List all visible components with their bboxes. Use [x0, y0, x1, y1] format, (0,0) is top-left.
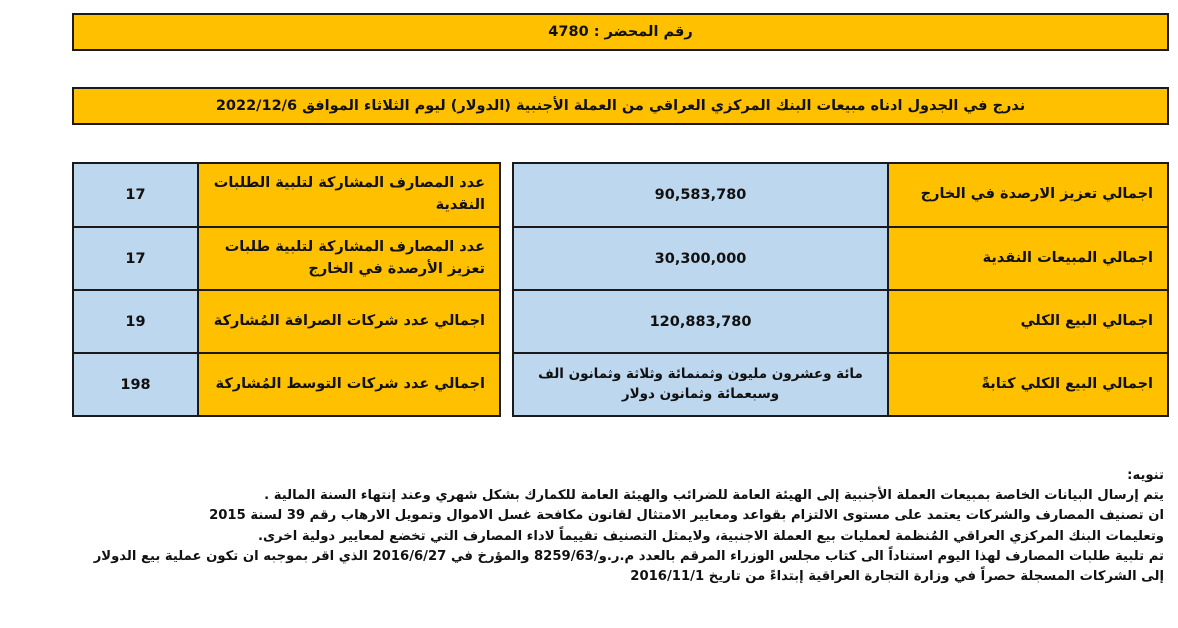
subtitle-text: ندرج في الجدول ادناه مبيعات البنك المركزي العراقي من العملة الأجنبية (الدولار) ليوم الثلاثاء الموافق 2022/12/6	[215, 98, 1026, 114]
sales-value-cell	[512, 289, 889, 354]
subtitle-bar	[72, 87, 1169, 125]
participants-value-cell	[72, 352, 199, 417]
sales-label-cell	[887, 226, 1169, 291]
sales-value-words: مائة وعشرون مليون وثمنمائة وثلاثة وثمانون الف وسبعمائة وثمانون دولار	[538, 365, 863, 402]
sales-label: اجمالي البيع الكلي	[1020, 312, 1153, 329]
participants-label-cell	[197, 226, 501, 291]
notes-line: ان تصنيف المصارف والشركات يعتمد على مستوى الالتزام بقواعد ومعايير الامتثال لقانون مكافحة غسل الاموال وتمويل الارهاب رقم 39 لسنة 2015	[209, 508, 1164, 524]
minutes-number-bar	[72, 13, 1169, 51]
notes-section	[14, 466, 1164, 587]
participants-label-cell	[197, 289, 501, 354]
notes-line: وتعليمات البنك المركزي العراقي المُنظمة لعمليات بيع العملة الاجنبية، ولايمثل التصنيف تقييماً لاداء المصارف التي تخضع لمعايير دولية اخرى.	[257, 528, 1164, 544]
participants-label-cell	[197, 352, 501, 417]
sales-value: 30,300,000	[654, 250, 747, 267]
participants-value: 17	[125, 250, 146, 267]
sales-value-cell	[512, 226, 889, 291]
sales-label: اجمالي المبيعات النقدية	[982, 249, 1153, 266]
participants-value: 198	[120, 376, 151, 393]
participants-label: اجمالي عدد شركات التوسط المُشاركة	[215, 375, 485, 392]
notes-line: إلى الشركات المسجلة حصراً في وزارة التجارة العراقية إبتداءً من تاريخ 2016/11/1	[630, 569, 1164, 585]
sales-value-cell	[512, 162, 889, 228]
participants-label: عدد المصارف المشاركة لتلبية طلبات تعزيز الأرصدة في الخارج	[224, 238, 485, 277]
sales-value: 90,583,780	[654, 187, 747, 203]
sales-value: 120,883,780	[649, 313, 752, 330]
participants-value-cell	[72, 162, 199, 228]
sales-label: اجمالي البيع الكلي كتابةً	[981, 375, 1153, 392]
participants-label: اجمالي عدد شركات الصرافة المُشاركة	[213, 312, 485, 329]
notes-heading: تنويه:	[1127, 468, 1164, 483]
participants-label-cell	[197, 162, 501, 228]
sales-label-cell	[887, 162, 1169, 228]
notes-line: تم تلبية طلبات المصارف لهذا اليوم استناداً الى كتاب مجلس الوزراء المرقم بالعدد م.ر.و/8259/63 والمؤرخ في 2016/6/27 الذي اقر بموجبه ان تكون عملية بيع الدولار	[93, 548, 1164, 564]
sales-label-cell	[887, 352, 1169, 417]
participants-value: 19	[125, 313, 146, 330]
minutes-number: رقم المحضر : 4780	[548, 24, 693, 40]
participants-value-cell	[72, 289, 199, 354]
participants-label: عدد المصارف المشاركة لتلبية الطلبات النقدية	[213, 175, 485, 213]
participants-value-cell	[72, 226, 199, 291]
sales-value-cell	[512, 352, 889, 417]
participants-value: 17	[125, 187, 146, 203]
sales-label-cell	[887, 289, 1169, 354]
notes-line: يتم إرسال البيانات الخاصة بمبيعات العملة الأجنبية إلى الهيئة العامة للضرائب والهيئة العامة للكمارك بشكل شهري وعند إنتهاء السنة المالية .	[264, 488, 1164, 504]
sales-label: اجمالي تعزيز الارصدة في الخارج	[920, 186, 1153, 203]
